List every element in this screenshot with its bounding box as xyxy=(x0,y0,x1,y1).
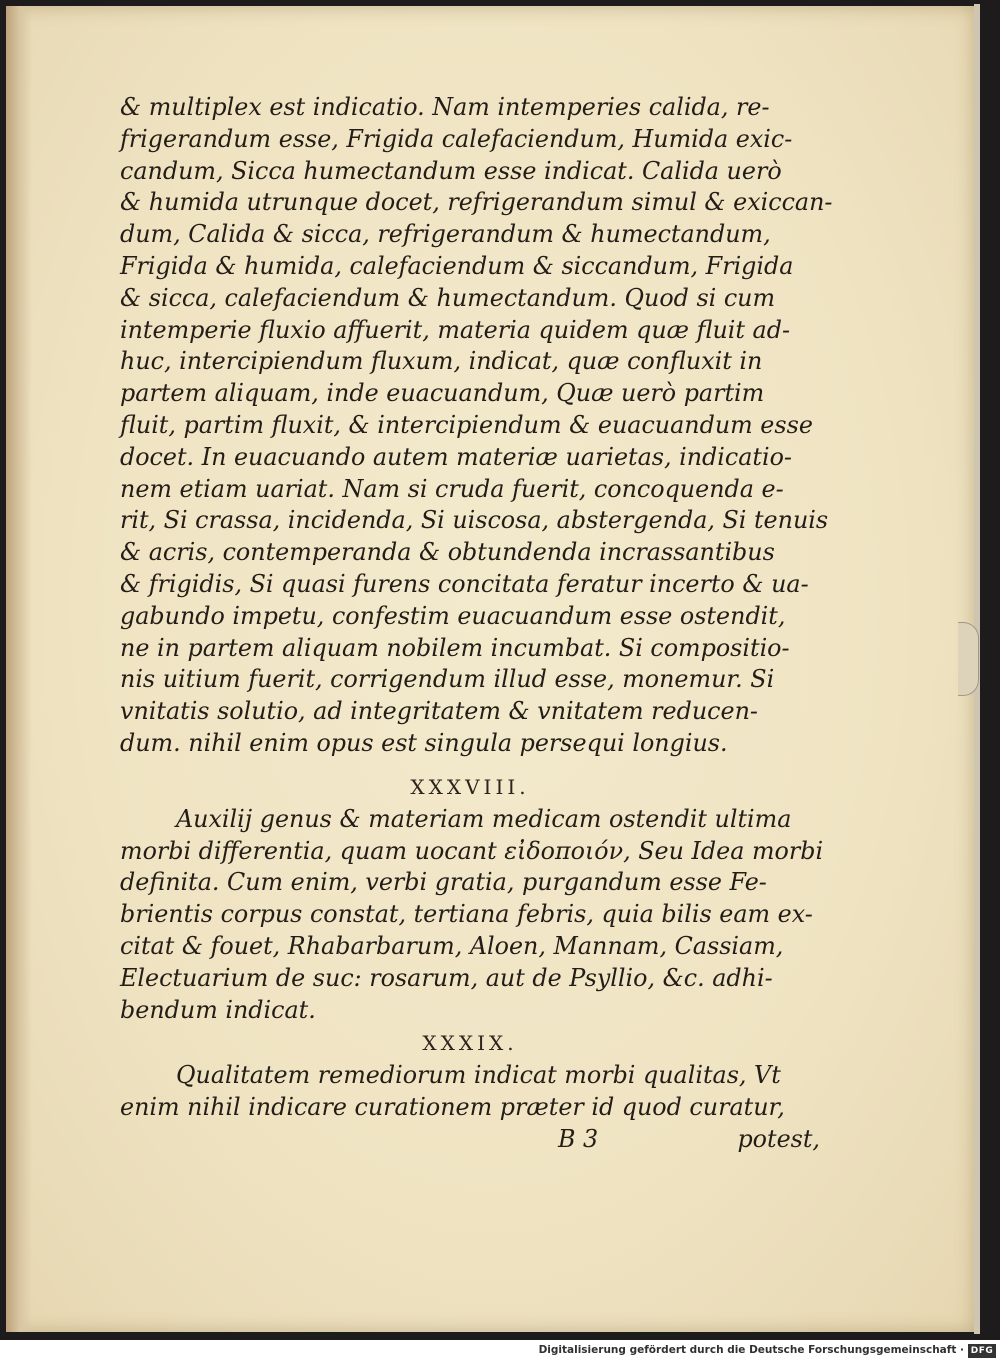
section-heading: XXXIX. xyxy=(422,1031,518,1056)
text-line: Qualitatem remediorum indicat morbi qualitas, Vt xyxy=(176,1061,781,1090)
text-line: frigerandum esse, Frigida calefaciendum, Humida exic- xyxy=(120,124,793,153)
text-line: dum, Calida & sicca, refrigerandum & humectandum, xyxy=(120,220,771,249)
text-line: bendum indicat. xyxy=(120,995,316,1024)
text-line: dum. nihil enim opus est singula persequi longius. xyxy=(120,728,728,757)
signature-mark: B 3 xyxy=(558,1124,599,1153)
text-line: vnitatis solutio, ad integritatem & vnitatem reducen- xyxy=(120,697,758,726)
text-line: ne in partem aliquam nobilem incumbat. Si compositio- xyxy=(120,633,790,662)
text-line: gabundo impetu, confestim euacuandum esse ostendit, xyxy=(120,601,786,630)
text-line: & frigidis, Si quasi furens concitata feratur incerto & ua- xyxy=(120,569,809,598)
text-line: & humida utrunque docet, refrigerandum simul & exiccan- xyxy=(120,188,833,217)
section-heading: XXXVIII. xyxy=(410,774,530,799)
text-line: nis uitium fuerit, corrigendum illud esse, monemur. Si xyxy=(120,665,775,694)
text-line: rit, Si crassa, incidenda, Si uiscosa, abstergenda, Si tenuis xyxy=(120,506,829,535)
text-line: Frigida & humida, calefaciendum & siccandum, Frigida xyxy=(120,251,794,280)
page-text xyxy=(120,92,833,1156)
text-line: morbi differentia, quam uocant εἰδοποιόν, Seu Idea morbi xyxy=(120,836,824,865)
text-line: definita. Cum enim, verbi gratia, purgandum esse Fe- xyxy=(120,868,767,897)
catchword: potest, xyxy=(737,1124,820,1153)
text-line: partem aliquam, inde euacuandum, Quæ uerò partim xyxy=(120,379,765,408)
text-line: & acris, contemperanda & obtundenda incrassantibus xyxy=(120,538,775,567)
text-line: citat & fouet, Rhabarbarum, Aloen, Mannam, Cassiam, xyxy=(120,931,784,960)
text-line: docet. In euacuando autem materiæ uarietas, indicatio- xyxy=(120,442,792,471)
footer-bar xyxy=(0,1340,1000,1362)
text-line: huc, intercipiendum fluxum, indicat, quæ confluxit in xyxy=(120,347,763,376)
text-line: fluit, partim fluxit, & intercipiendum & euacuandum esse xyxy=(120,410,813,439)
text-line: brientis corpus constat, tertiana febris, quia bilis eam ex- xyxy=(120,900,813,929)
signature-row xyxy=(120,1124,820,1156)
text-line: Auxilij genus & materiam medicam ostendit ultima xyxy=(176,804,792,833)
page-tab xyxy=(958,622,979,696)
text-line: nem etiam uariat. Nam si cruda fuerit, concoquenda e- xyxy=(120,474,784,503)
text-line: enim nihil indicare curationem præter id quod curatur, xyxy=(120,1093,785,1122)
text-line: candum, Sicca humectandum esse indicat. Calida uerò xyxy=(120,156,782,185)
footer-credit: Digitalisierung gefördert durch die Deutsche Forschungsgemeinschaft · xyxy=(538,1344,964,1356)
text-line: intemperie fluxio affuerit, materia quidem quæ fluit ad- xyxy=(120,315,790,344)
text-line: & sicca, calefaciendum & humectandum. Quod si cum xyxy=(120,283,776,312)
text-line: Electuarium de suc: rosarum, aut de Psyllio, &c. adhi- xyxy=(120,963,773,992)
binding-spine-shadow xyxy=(6,6,32,1332)
dfg-logo: DFG xyxy=(968,1344,996,1358)
text-line: & multiplex est indicatio. Nam intemperies calida, re- xyxy=(120,93,770,121)
